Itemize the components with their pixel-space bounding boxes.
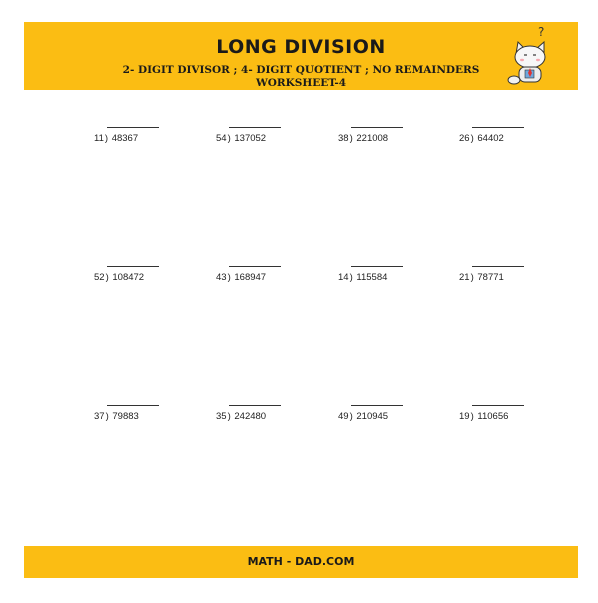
problem-item: 52) 108472	[94, 272, 144, 283]
dividend: 137052	[234, 133, 267, 144]
divisor: 14	[338, 272, 349, 283]
divisor: 11	[94, 133, 104, 144]
divisor: 52	[94, 272, 105, 283]
divisor: 21	[459, 272, 470, 283]
divisor: 19	[459, 411, 470, 422]
divisor: 49	[338, 411, 349, 422]
dividend: 79883	[112, 411, 139, 422]
divisor: 35	[216, 411, 227, 422]
divisor: 54	[216, 133, 227, 144]
svg-text:?: ?	[538, 25, 545, 39]
divisor: 43	[216, 272, 227, 283]
dividend: 221008	[356, 133, 389, 144]
page-title: LONG DIVISION	[216, 36, 386, 58]
dividend: 210945	[356, 411, 389, 422]
problem-item: 19) 110656	[459, 411, 508, 422]
dividend: 110656	[477, 411, 509, 422]
footer-site-name: MATH - DAD.COM	[247, 555, 355, 568]
problem-item: 54) 137052	[216, 133, 266, 144]
problem-item: 38) 221008	[338, 133, 388, 144]
problem-item: 21) 78771	[459, 272, 504, 283]
problem-item: 49) 210945	[338, 411, 388, 422]
dividend: 78771	[477, 272, 504, 283]
dividend: 48367	[111, 133, 139, 144]
page-subtitle: 2- DIGIT DIVISOR ; 4- DIGIT QUOTIENT ; NO REMAINDERS	[122, 64, 480, 76]
divisor: 38	[338, 133, 349, 144]
problem-item: 43) 168947	[216, 272, 266, 283]
dividend: 108472	[112, 272, 145, 283]
problem-item: 26) 64402	[459, 133, 504, 144]
problem-item: 35) 242480	[216, 411, 266, 422]
problem-item: 14) 115584	[338, 272, 387, 283]
divisor: 26	[459, 133, 470, 144]
footer-banner	[24, 546, 578, 578]
dividend: 115584	[356, 272, 388, 283]
dividend: 64402	[477, 133, 504, 144]
problem-item: 37) 79883	[94, 411, 139, 422]
worksheet-label: WORKSHEET-4	[255, 77, 347, 89]
dividend: 242480	[234, 411, 267, 422]
dividend: 168947	[234, 272, 267, 283]
problem-item: 11) 48367	[94, 133, 138, 144]
divisor: 37	[94, 411, 105, 422]
